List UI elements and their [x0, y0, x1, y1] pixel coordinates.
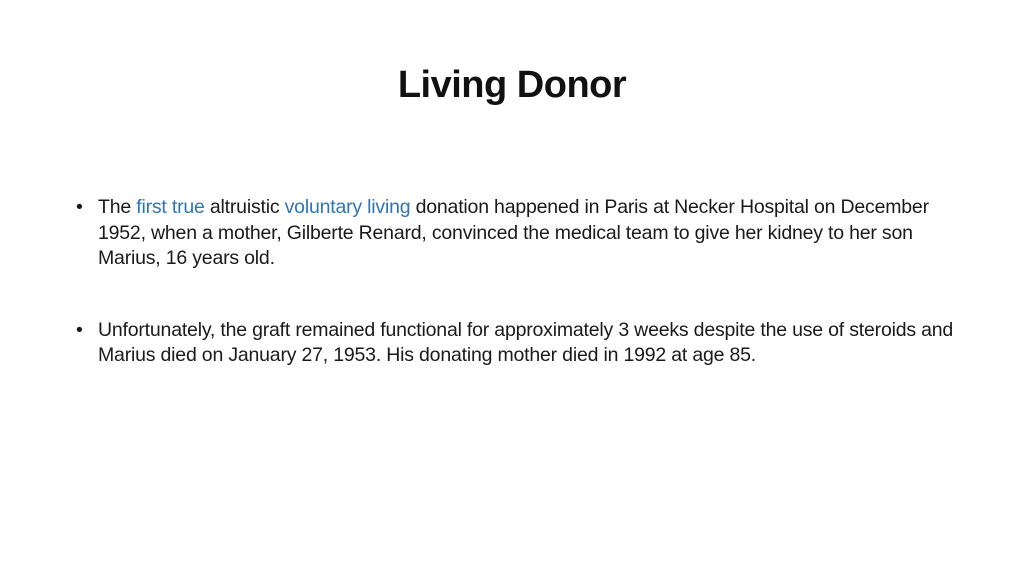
bullet-item — [76, 195, 956, 272]
bullet-text-segment: Unfortunately, the graft remained functional for approximately 3 weeks despite the use of steroids and Marius died on January 27, 1953. His donating mother died in 1992 at age 85. — [98, 318, 954, 366]
bullet-text-segment: donation happened in Paris at Necker Hospital on December 1952, when a mother, Gilberte Renard, convinced the medical team to give her kidney to her son Marius, 16 years old. — [98, 196, 929, 269]
highlighted-text: voluntary living — [284, 196, 411, 218]
bullet-text-segment: altruistic — [204, 196, 285, 218]
highlighted-text: first true — [136, 196, 205, 218]
bullet-item — [76, 318, 956, 369]
slide-body — [76, 195, 956, 369]
bullet-marker: • — [76, 318, 83, 341]
bullet-text-segment: The — [98, 196, 137, 218]
slide-title: Living Donor — [397, 64, 627, 106]
bullet-marker: • — [76, 196, 83, 218]
